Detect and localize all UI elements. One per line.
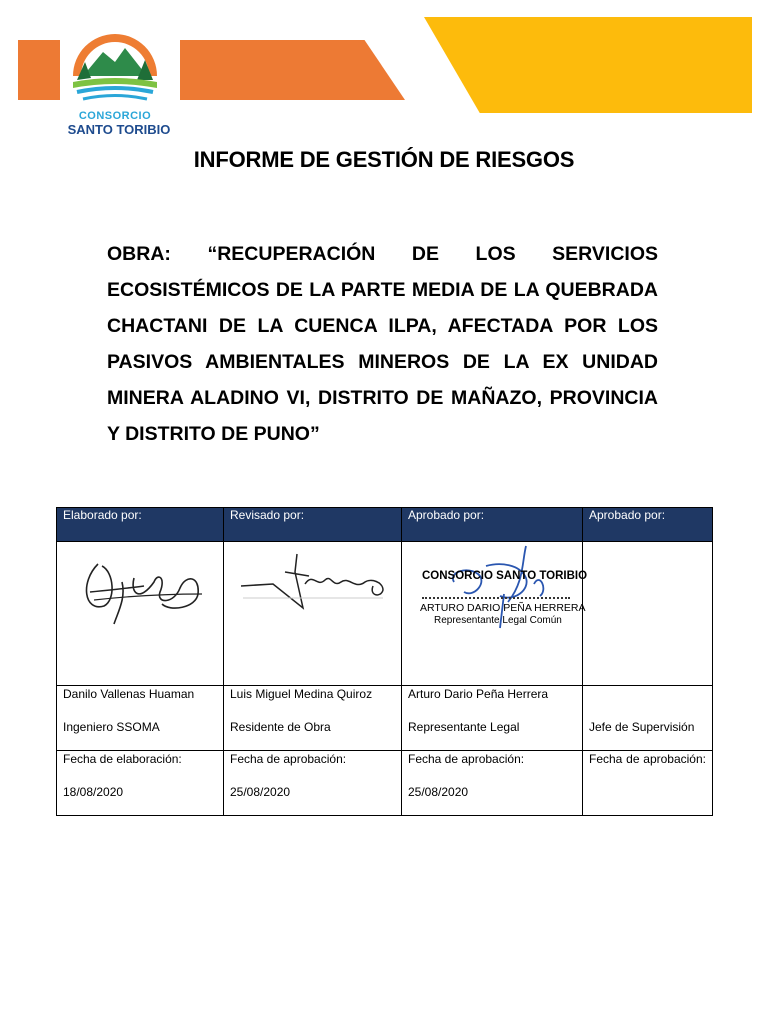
stamp-name: ARTURO DARIO PEÑA HERRERA	[420, 602, 586, 614]
date-cell-4	[583, 751, 713, 816]
date-cell-3	[402, 751, 583, 816]
logo-text-santo-toribio: SANTO TORIBIO	[67, 122, 171, 137]
approval-header-row	[57, 508, 713, 542]
company-stamp	[408, 542, 588, 652]
date-cell-1	[57, 751, 224, 816]
header-yellow-band	[424, 17, 752, 113]
document-title: INFORME DE GESTIÓN DE RIESGOS	[193, 147, 575, 172]
stamp-dotted-line	[422, 597, 570, 599]
date-value-2: 25/08/2020	[230, 785, 291, 799]
name-supervision	[589, 686, 706, 703]
role-luis: Residente de Obra	[230, 720, 331, 734]
signature-cell-2	[224, 542, 402, 686]
name-cell-3	[402, 686, 583, 751]
date-label-2: Fecha de aprobación:	[230, 752, 347, 766]
header-elaborado: Elaborado por:	[57, 508, 224, 542]
signature-cell-1	[57, 542, 224, 686]
mountain-logo-icon	[67, 18, 163, 110]
header-revisado: Revisado por:	[224, 508, 402, 542]
approval-table	[56, 507, 713, 816]
date-label-4: Fecha de aprobación:	[589, 752, 706, 766]
date-value-3: 25/08/2020	[408, 785, 469, 799]
date-value-1: 18/08/2020	[63, 785, 124, 799]
signature-row	[57, 542, 713, 686]
date-label-3: Fecha de aprobación:	[408, 752, 525, 766]
obra-description: OBRA: “RECUPERACIÓN DE LOS SERVICIOS ECOSISTÉMICOS DE LA PARTE MEDIA DE LA QUEBRADA CHACTANI DE LA CUENCA ILPA, AFECTADA POR LOS PASIVOS AMBIENTALES MINEROS DE LA EX UNIDAD MINERA ALADINO VI, DISTRITO DE MAÑAZO, PROVINCIA Y DISTRITO DE PUNO”	[107, 243, 658, 445]
stamp-company: CONSORCIO SANTO TORIBIO	[422, 570, 588, 582]
role-supervision: Jefe de Supervisión	[589, 720, 695, 734]
header-aprobado-2: Aprobado por:	[583, 508, 713, 542]
name-luis: Luis Miguel Medina Quiroz	[230, 687, 373, 701]
signature-danilo	[70, 542, 210, 642]
stamp-role: Representante Legal Común	[434, 615, 562, 626]
company-logo	[60, 14, 170, 144]
name-cell-4	[583, 686, 713, 751]
signature-luis	[233, 542, 393, 632]
header-orange-band	[180, 40, 405, 100]
name-danilo: Danilo Vallenas Huaman	[63, 687, 195, 701]
role-arturo: Representante Legal	[408, 720, 520, 734]
date-row	[57, 751, 713, 816]
header-aprobado-1: Aprobado por:	[402, 508, 583, 542]
date-cell-2	[224, 751, 402, 816]
signature-cell-3	[402, 542, 588, 686]
name-cell-2	[224, 686, 402, 751]
signature-cell-4	[583, 542, 713, 686]
name-row	[57, 686, 713, 751]
name-cell-1	[57, 686, 224, 751]
role-danilo: Ingeniero SSOMA	[63, 720, 160, 734]
name-arturo: Arturo Dario Peña Herrera	[408, 687, 549, 701]
logo-text-consorcio: CONSORCIO	[78, 110, 152, 122]
date-label-1: Fecha de elaboración:	[63, 752, 182, 766]
